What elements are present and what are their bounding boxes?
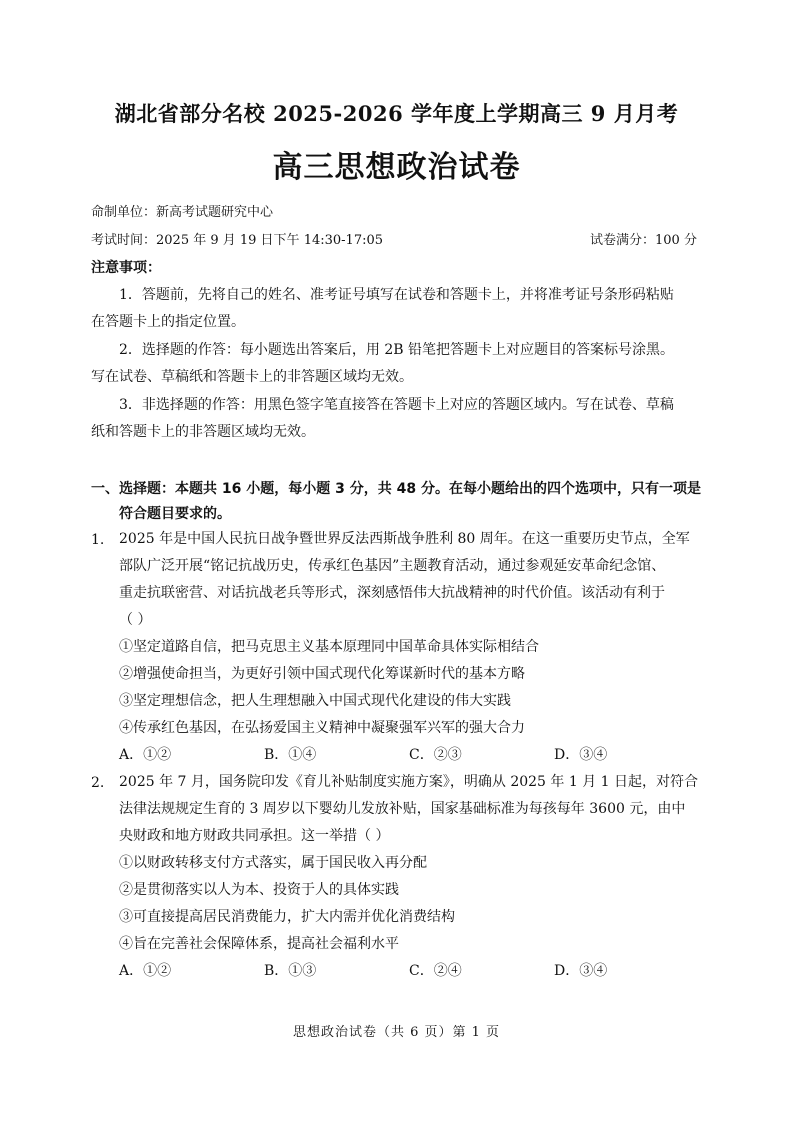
- notice-heading: 注意事项：: [91, 260, 161, 276]
- notice-item-1-line1: 1．答题前，先将自己的姓名、准考证号填写在试卷和答题卡上，并将准考证号条形码粘贴: [119, 287, 674, 303]
- notice-item-1-line2: 在答题卡上的指定位置。: [91, 314, 245, 330]
- question-2-stem-line2: 法律法规规定生育的 3 周岁以下婴幼儿发放补贴，国家基础标准为每孩每年 3600 元，由中: [119, 801, 686, 817]
- question-2-option-4: ④旨在完善社会保障体系，提高社会福利水平: [119, 936, 399, 952]
- question-1-choice-d: D．③④: [554, 747, 608, 763]
- exam-author-unit: 命制单位：新高考试题研究中心: [91, 205, 274, 220]
- question-1-number: 1.: [91, 532, 105, 548]
- exam-subject-title: 高三思想政治试卷: [272, 150, 521, 185]
- question-2-choice-b: B．①③: [264, 963, 317, 979]
- question-2-choice-d: D．③④: [554, 963, 608, 979]
- question-2-stem-line1: 2025 年 7 月，国务院印发《育儿补贴制度实施方案》，明确从 2025 年 1 月 1 日起，对符合: [119, 774, 699, 790]
- exam-header-title: 湖北省部分名校 2025-2026 学年度上学期高三 9 月月考: [114, 101, 679, 126]
- question-1-stem-line1: 2025 年是中国人民抗日战争暨世界反法西斯战争胜利 80 周年。在这一重要历史节点，全军: [119, 531, 690, 547]
- question-1-answer-blank: （ ）: [119, 612, 152, 628]
- question-2-stem-line3: 央财政和地方财政共同承担。这一举措（ ）: [119, 828, 390, 844]
- question-2-option-3: ③可直接提高居民消费能力，扩大内需并优化消费结构: [119, 909, 455, 925]
- question-1-choice-a: A．①②: [119, 747, 172, 763]
- question-1-choice-c: C．②③: [409, 747, 462, 763]
- notice-item-2-line2: 写在试卷、草稿纸和答题卡上的非答题区域均无效。: [91, 369, 413, 385]
- notice-item-3-line2: 纸和答题卡上的非答题区域均无效。: [91, 424, 315, 440]
- question-2-option-2: ②是贯彻落实以人为本、投资于人的具体实践: [119, 882, 399, 898]
- question-1-stem-line3: 重走抗联密营、对话抗战老兵等形式，深刻感悟伟大抗战精神的时代价值。该活动有利于: [119, 585, 665, 601]
- question-1-option-3: ③坚定理想信念，把人生理想融入中国式现代化建设的伟大实践: [119, 693, 511, 709]
- question-1-option-1: ①坚定道路自信，把马克思主义基本原理同中国革命具体实际相结合: [119, 639, 539, 655]
- question-2-choice-a: A．①②: [119, 963, 172, 979]
- question-1-option-4: ④传承红色基因，在弘扬爱国主义精神中凝聚强军兴军的强大合力: [119, 720, 525, 736]
- section-heading-line1: 一、选择题：本题共 16 小题，每小题 3 分，共 48 分。在每小题给出的四个选项中，只有一项是: [91, 481, 701, 497]
- notice-item-2-line1: 2．选择题的作答：每小题选出答案后，用 2B 铅笔把答题卡上对应题目的答案标号涂黑。: [119, 342, 675, 358]
- question-1-stem-line2: 部队广泛开展“铭记抗战历史，传承红色基因”主题教育活动，通过参观延安革命纪念馆、: [119, 558, 666, 574]
- exam-full-score: 试卷满分：100 分: [590, 233, 697, 248]
- question-2-number: 2.: [91, 775, 105, 791]
- notice-item-3-line1: 3．非选择题的作答：用黑色签字笔直接答在答题卡上对应的答题区域内。写在试卷、草稿: [119, 397, 674, 413]
- question-2-choice-c: C．②④: [409, 963, 462, 979]
- page-footer: 思想政治试卷（共 6 页）第 1 页: [292, 1025, 501, 1040]
- exam-time: 考试时间：2025 年 9 月 19 日下午 14:30-17:05: [91, 233, 384, 248]
- question-2-option-1: ①以财政转移支付方式落实，属于国民收入再分配: [119, 855, 427, 871]
- section-heading-line2: 符合题目要求的。: [119, 506, 231, 522]
- question-1-choice-b: B．①④: [264, 747, 317, 763]
- question-1-option-2: ②增强使命担当，为更好引领中国式现代化筹谋新时代的基本方略: [119, 666, 525, 682]
